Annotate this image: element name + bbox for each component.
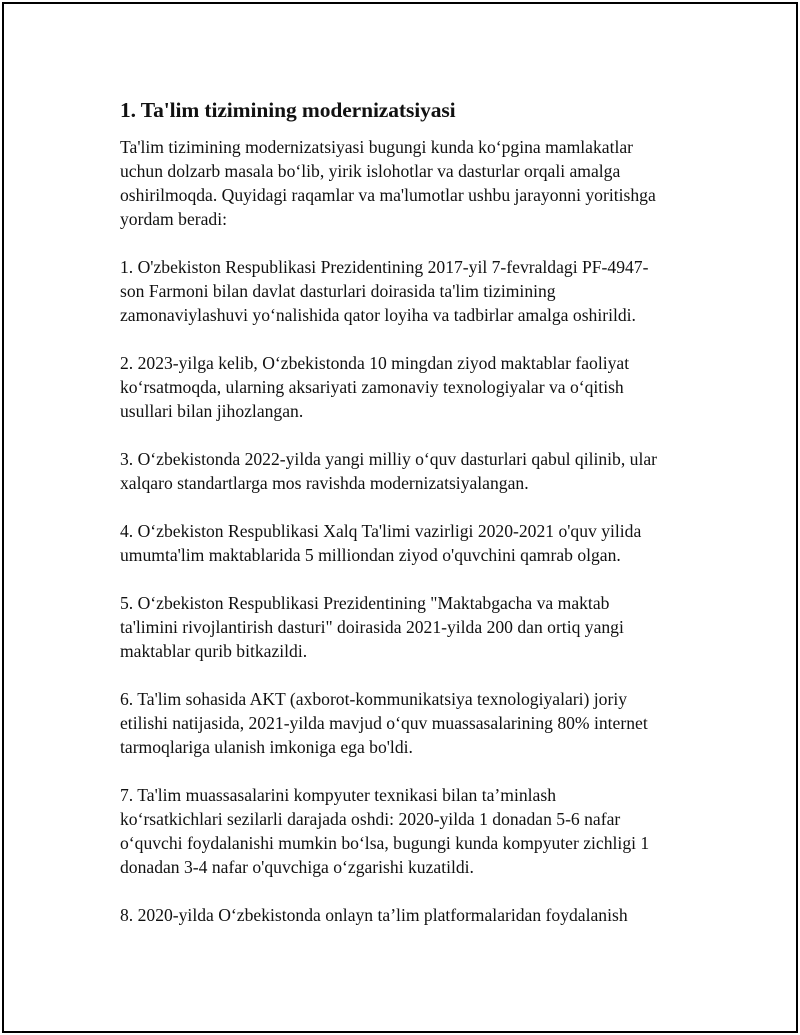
list-item: 3. O‘zbekistonda 2022-yilda yangi milliy o‘quv dasturlari qabul qilinib, ular xalqaro standartlarga mos ravishda modernizatsiyalangan. <box>120 449 657 493</box>
paragraph-gap <box>120 327 700 351</box>
list-item: 1. O'zbekiston Respublikasi Prezidentining 2017-yil 7-fevraldagi PF-4947- son Farmoni bilan davlat dasturlari doirasida ta'lim tizimining zamonaviylashuvi yo‘nalishida qator loyiha va tadbirlar amalga oshirildi. <box>120 257 649 325</box>
paragraph-gap <box>120 759 700 783</box>
paragraph-gap <box>120 567 700 591</box>
section-heading: 1. Ta'lim tizimining modernizatsiyasi <box>120 98 456 122</box>
paragraph-gap <box>120 495 700 519</box>
list-item: 2. 2023-yilga kelib, O‘zbekistonda 10 mingdan ziyod maktablar faoliyat ko‘rsatmoqda, ularning aksariyati zamonaviy texnologiyalar va o‘qitish usullari bilan jihozlangan. <box>120 353 630 421</box>
document-page <box>2 2 798 1033</box>
paragraph-gap <box>120 879 700 903</box>
list-item: 5. O‘zbekiston Respublikasi Prezidentining "Maktabgacha va maktab ta'limini rivojlantirish dasturi" doirasida 2021-yilda 200 dan ortiq yangi maktablar qurib bitkazildi. <box>120 593 624 661</box>
list-item: 4. O‘zbekiston Respublikasi Xalq Ta'limi vazirligi 2020-2021 o'quv yilida umumta'lim maktablarida 5 milliondan ziyod o'quvchini qamrab olgan. <box>120 521 642 565</box>
paragraph-gap <box>120 663 700 687</box>
document-body <box>120 96 700 927</box>
paragraph-gap <box>120 423 700 447</box>
list-item: 8. 2020-yilda O‘zbekistonda onlayn ta’lim platformalaridan foydalanish <box>120 905 628 925</box>
paragraph-gap <box>120 231 700 255</box>
list-item: 7. Ta'lim muassasalarini kompyuter texnikasi bilan ta’minlash ko‘rsatkichlari sezilarli darajada oshdi: 2020-yilda 1 donadan 5-6 nafar o‘quvchi foydalanishi mumkin bo‘lsa, bugungi kunda kompyuter zichligi 1 donadan 3-4 nafar o'quvchiga o‘zgarishi kuzatildi. <box>120 785 650 877</box>
list-item: 6. Ta'lim sohasida AKT (axborot-kommunikatsiya texnologiyalari) joriy etilishi natijasida, 2021-yilda mavjud o‘quv muassasalarining 80% internet tarmoqlariga ulanish imkoniga ega bo'ldi. <box>120 689 648 757</box>
intro-paragraph: Ta'lim tizimining modernizatsiyasi bugungi kunda ko‘pgina mamlakatlar uchun dolzarb masala bo‘lib, yirik islohotlar va dasturlar orqali amalga oshirilmoqda. Quyidagi raqamlar va ma'lumotlar ushbu jarayonni yoritishga yordam beradi: <box>120 137 656 229</box>
